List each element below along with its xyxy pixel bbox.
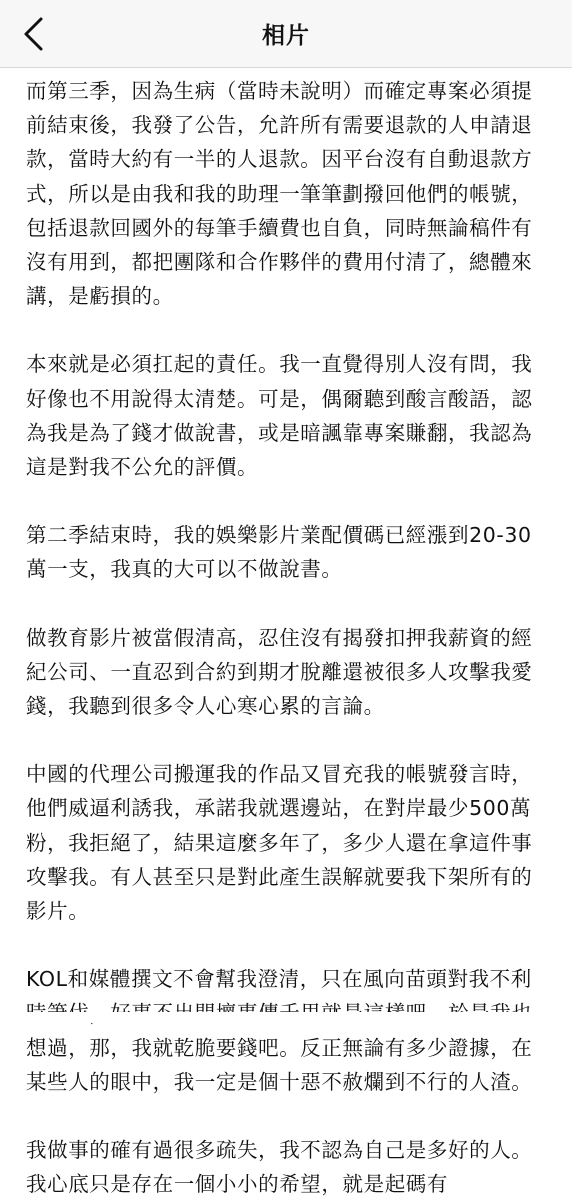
article-paragraph: 我做事的確有過很多疏失，我不認為自己是多好的人。我心底只是存在一個小小的希望，就是起碼有: [26, 1138, 533, 1197]
bottom-edge: [0, 1012, 572, 1023]
article-content[interactable]: [0, 68, 572, 1197]
article-paragraph: 中國的代理公司搬運我的作品又冒充我的帳號發言時，他們威逼利誘我，承諾我就選邊站，在對岸最少500萬粉，我拒絕了，結果這麼多年了，多少人還在拿這件事攻擊我。有人甚至只是對此產生誤解就要我下架所有的影片。: [26, 762, 533, 924]
article-paragraph: 本來就是必須扛起的責任。我一直覺得別人沒有問，我好像也不用說得太清楚。可是，偶爾聽到酸言酸語，認為我是為了錢才做說書，或是暗諷靠專案賺翻，我認為這是對我不公允的評價。: [26, 352, 533, 480]
article-paragraph: 做教育影片被當假清高，忍住沒有揭發扣押我薪資的經紀公司、一直忍到合約到期才脫離還被很多人攻擊我愛錢，我聽到很多令人心寒心累的言論。: [26, 625, 533, 719]
article-body: [0, 74, 572, 1201]
article-paragraph: 而第三季，因為生病（當時未說明）而確定專案必須提前結束後，我發了公告，允許所有需要退款的人申請退款，當時大約有一半的人退款。因平台沒有自動退款方式，所以是由我和我的助理一筆筆劃撥回他們的帳號，包括退款回國外的每筆手續費也自負，同時無論稿件有沒有用到，都把團隊和合作夥伴的費用付清了，總體來講，是虧損的。: [26, 79, 533, 309]
article-paragraph: 第二季結束時，我的娛樂影片業配價碼已經漲到20-30萬一支，我真的大可以不做說書。: [26, 523, 532, 582]
article-paragraph: KOL和媒體撰文不會幫我澄清，只在風向苗頭對我不利 想過，那，我就乾脆要錢吧。反正無論有多少證據，在某些人的眼中，我一定是個十惡不赦爛到不行的人渣。: [26, 967, 533, 1094]
page-title: 相片: [262, 23, 310, 49]
navigation-bar: [0, 0, 572, 68]
